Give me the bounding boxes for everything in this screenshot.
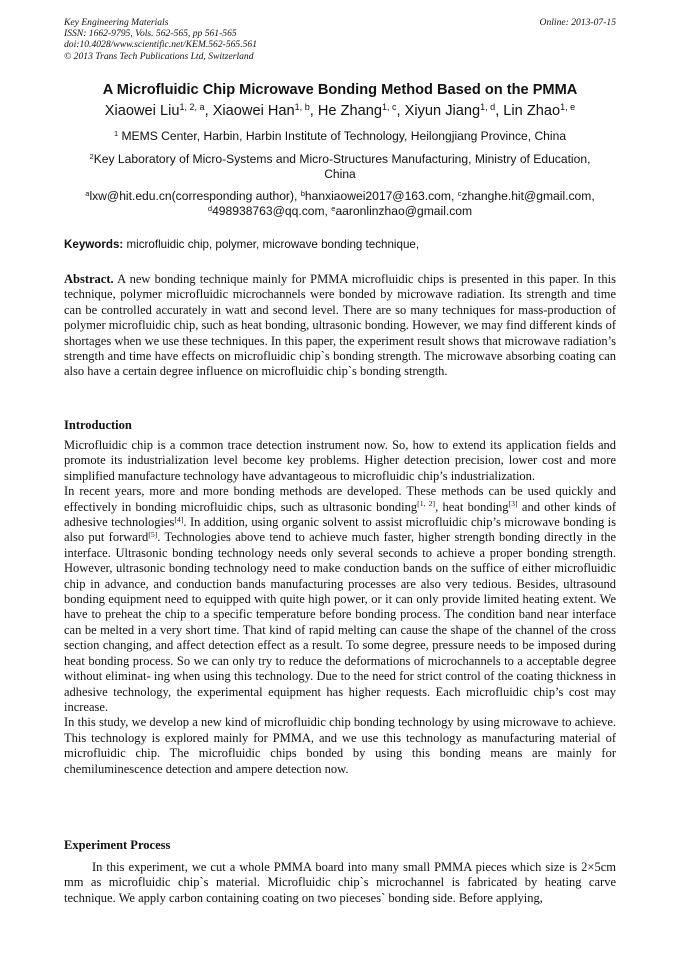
author: He Zhang$^{1, c}$, (317, 102, 405, 119)
author: Xiaowei Han$^{1, b}$, (212, 102, 318, 119)
author: Lin Zhao$^{1, e}$ (503, 102, 576, 119)
online-date: Online: 2013-07-15 (539, 17, 616, 28)
introduction-heading: Introduction (64, 418, 132, 432)
journal-header (64, 17, 616, 62)
experiment-body (64, 860, 616, 906)
journal-name: Key Engineering Materials (64, 17, 169, 28)
doi-line: doi:10.4028/www.scientific.net/KEM.562-565.561 (64, 39, 258, 51)
affiliation-2: $^2$Key Laboratory of Micro-Systems and Micro-Structures Manufacturing, Ministry of Education, China (89, 151, 591, 181)
author: Xiaowei Liu$^{1, 2, a}$, (104, 102, 213, 119)
introduction-body (64, 438, 616, 777)
author-list (40, 103, 640, 119)
intro-paragraph-3: In this study, we develop a new kind of microfluidic chip bonding technology by using microwave to achieve. This technology is explored mainly for PMMA, and we use this technology as manufacturing material of microfluidic chip. The microfluidic chips bonded by using this bonding means are mainly for chemiluminescence detection and ampere detection now. (64, 715, 616, 776)
paper-title: A Microfluidic Chip Microwave Bonding Method Based on the PMMA (102, 82, 578, 98)
intro-paragraph-2: In recent years, more and more bonding methods are developed. These methods can be used quickly and effectively in bonding microfluidic chips, such as ultrasonic bonding[1, 2], heat bonding[3] and other kinds of adhesive technologies[4]. In addition, using organic solvent to assist microfluidic chip’s microwave bonding is also put forward[5]. Technologies above tend to achieve much faster, higher strength bonding directly in the interface. Ultrasonic bonding technology needs only several seconds to achieve a proper bonding strength. However, ultrasonic bonding technology need to make conduction bands on the suffice of either microfluidic chip in advance, and conduction bands manufacturing processes are also very tedious. Besides, ultrasound bonding equipment need to equipped with quite high power, or it can only provide limited heating extent. We have to preheat the chip to a specific temperature before bonding process. The condition band near interface can be melted in a very short time. That kind of rapid melting can cause the shape of the channel of the cross section changing, and affect detection effect as a result. To some degree, pressure needs to be imposed during heat bonding process. So we can only try to reduce the deformations of microchannels to a acceptable degree without eliminat- ing when using this technology. Due to the need for strict control of the coating thickness in adhesive technology, the experimental equipment has higher requests. Each microfluidic chip’s cost may increase. (64, 484, 617, 714)
experiment-heading: Experiment Process (64, 838, 171, 852)
experiment-paragraph-1: In this experiment, we cut a whole PMMA board into many small PMMA pieces which size is 2×5cm mm as microfluidic chip`s material. Microfluidic chip`s microchannel is fabricated by heating carve technique. We apply carbon containing coating on two pieceses` bonding side. Before applying, (64, 860, 616, 905)
abstract: Abstract. A new bonding technique mainly for PMMA microfluidic chips is presented in this paper. In this technique, polymer microfluidic microchannels were bonded by microwave radiation. Its strength and time can be controlled accurately in watt and second level. There are so many techniques for mass-production of polymer microfluidic chip, such as heat bonding, ultrasonic bonding. However, we may find different kinds of shortages when we use these techniques. In this paper, the experiment result shows that microwave radiation’s strength and time have effects on microfluidic chip`s bonding strength. The microwave absorbing coating can also have a certain degree influence on microfluidic chip`s bonding strength. (64, 272, 616, 379)
issn-line: ISSN: 1662-9795, Vols. 562-565, pp 561-565 (64, 28, 237, 40)
affiliation-1: $^1$ MEMS Center, Harbin, Harbin Institute of Technology, Heilongjiang Province, China (113, 128, 567, 143)
keywords: Keywords: microfluidic chip, polymer, microwave bonding technique, (64, 238, 420, 251)
author: Xiyun Jiang$^{1, d}$, (404, 102, 504, 119)
copyright-line: © 2013 Trans Tech Publications Ltd, Switzerland (64, 50, 254, 62)
author-emails: $^a$lxw@hit.edu.cn(corresponding author), $^b$hanxiaowei2017@163.com, $^c$zhanghe.hit@gmail.com, $^d$498938763@qq.com, $^e$aaronlinzhao@gmail.com (85, 188, 595, 218)
intro-paragraph-1: Microfluidic chip is a common trace detection instrument now. So, how to extend its application fields and promote its industrialization level become key problems. Higher detection precision, lower cost and more simplified manufacture technology have advantageous to microfluidic chip’s industrialization. (64, 438, 616, 483)
